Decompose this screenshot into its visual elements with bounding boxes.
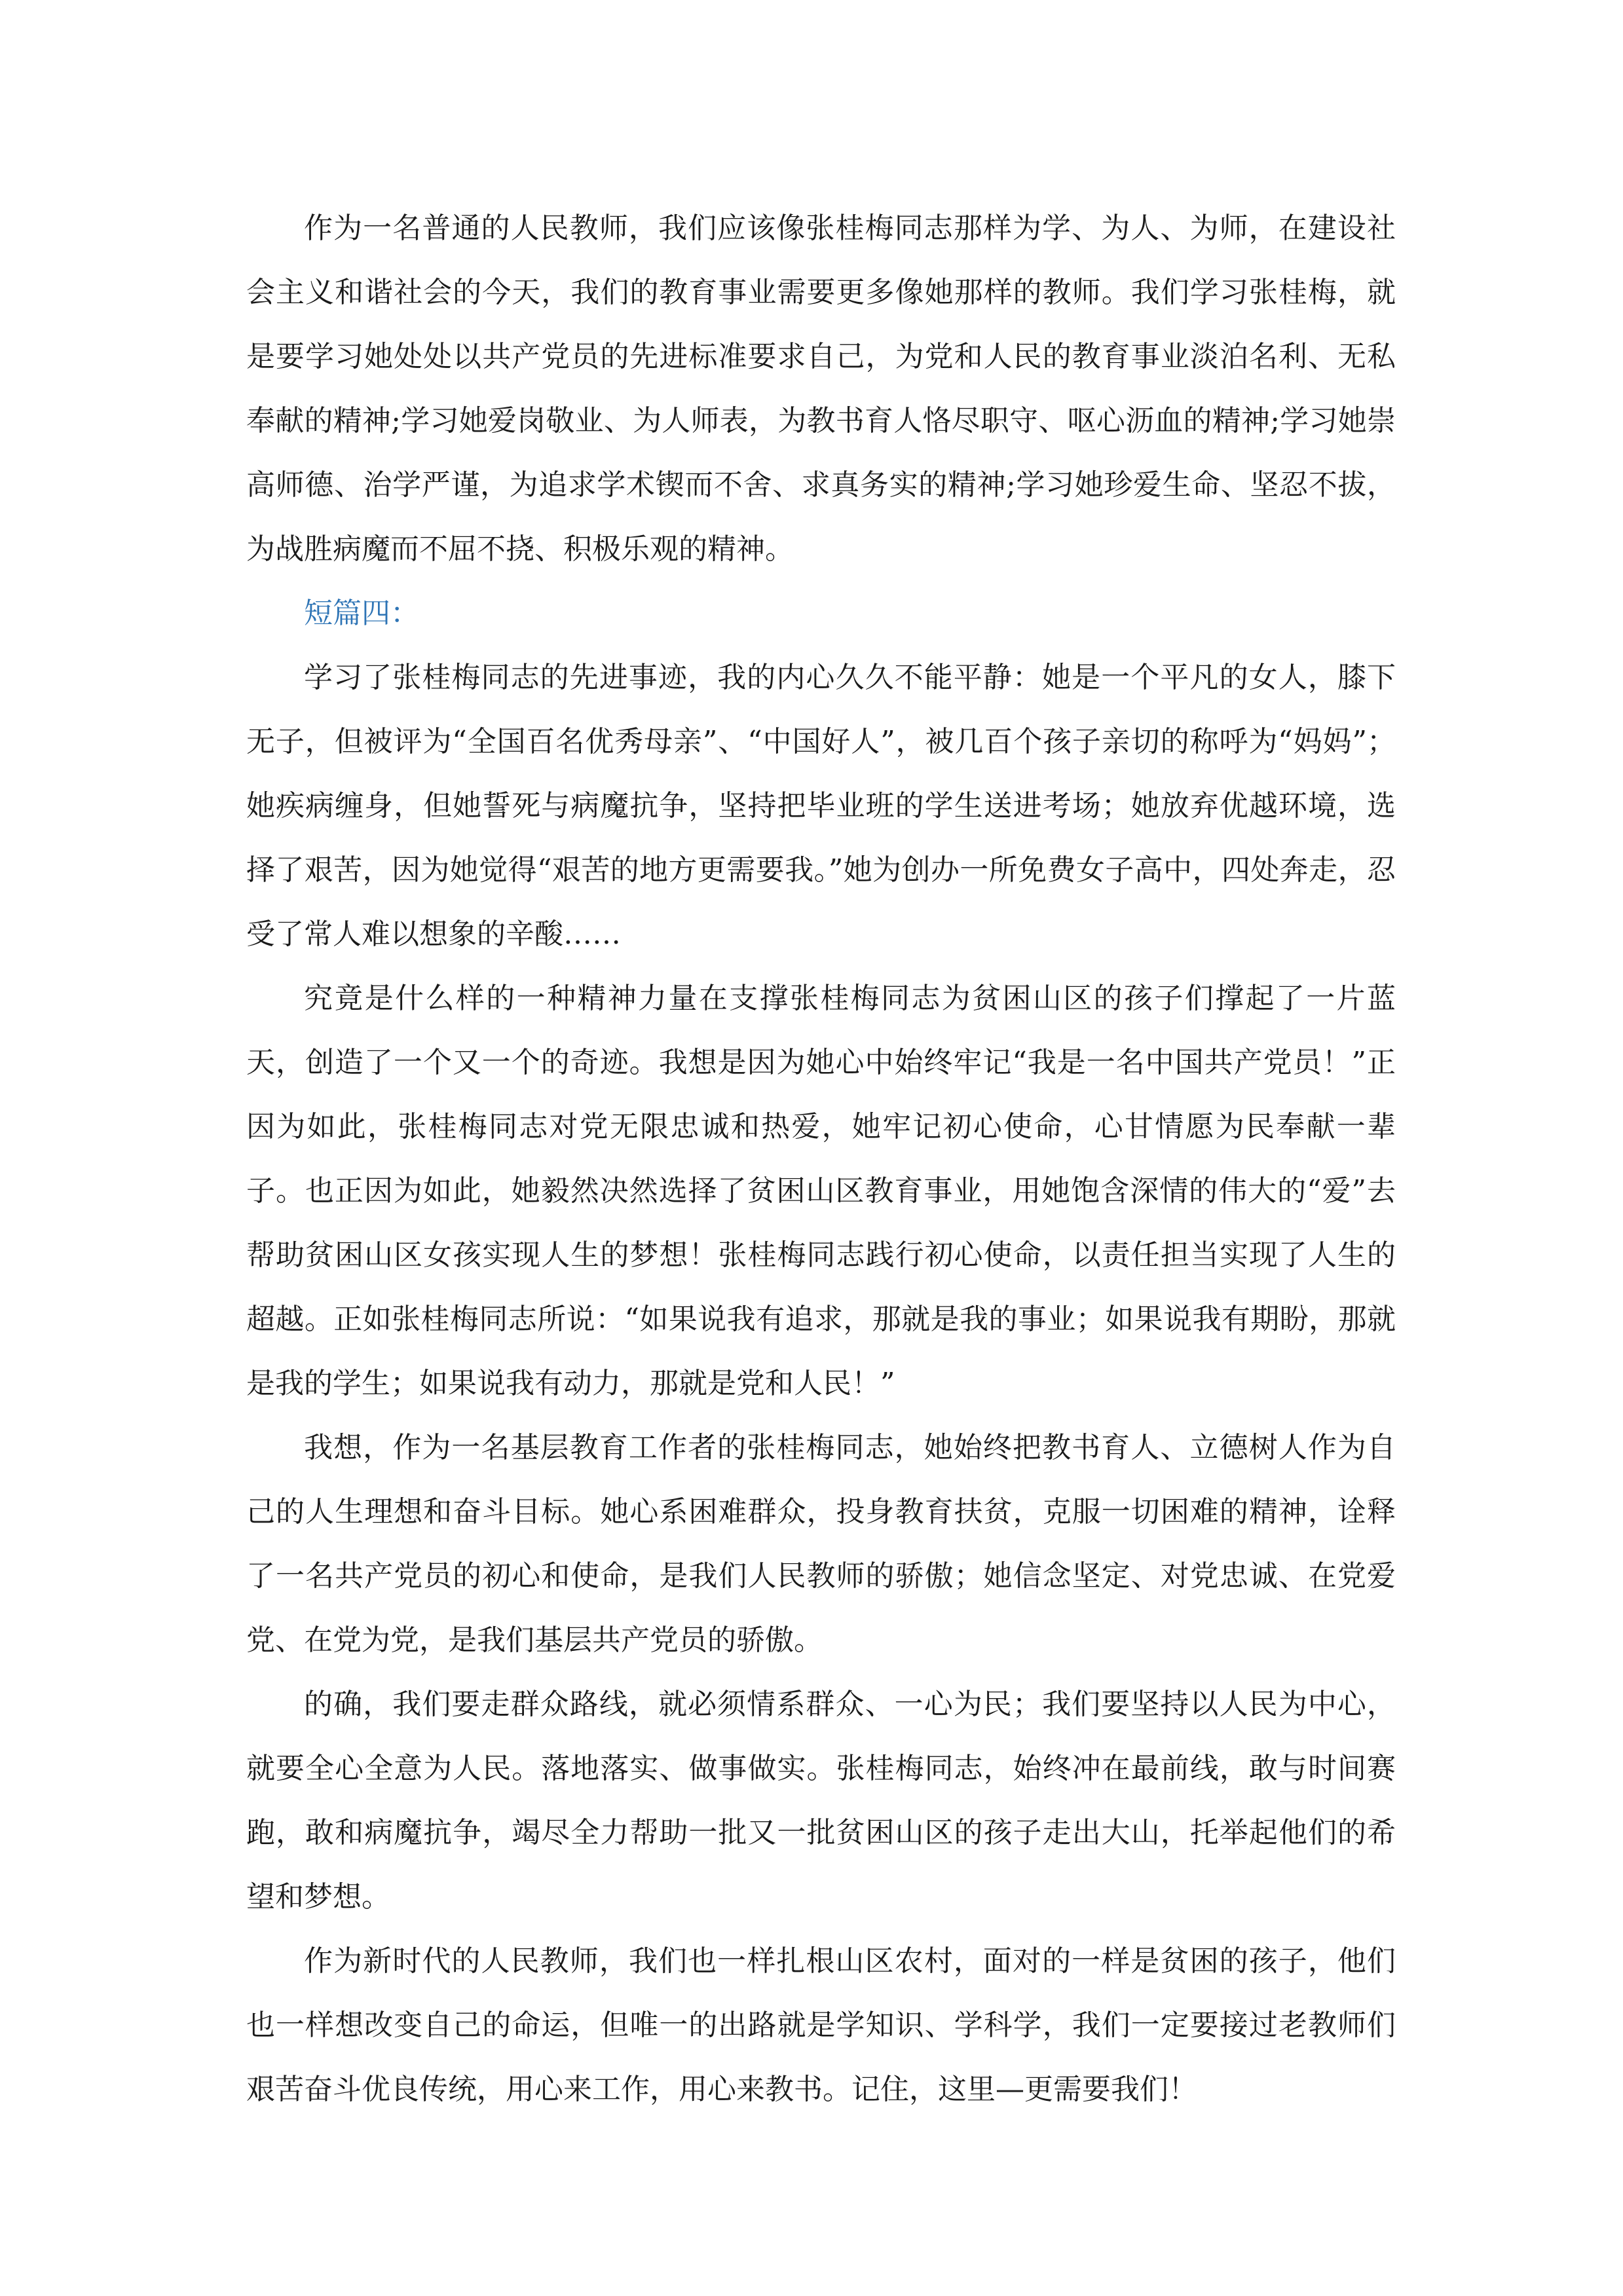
body-paragraph-5: 作为新时代的人民教师，我们也一样扎根山区农村，面对的一样是贫困的孩子，他们也一样想改变自己的命运，但唯一的出路就是学知识、学科学，我们一定要接过老教师们艰苦奋斗优良传统，用心来工作，用心来教书。记住，这里—更需要我们！ [246, 1944, 1396, 2106]
section-heading: 短篇四： [304, 597, 419, 630]
document-page [246, 196, 1396, 2122]
intro-paragraph: 作为一名普通的人民教师，我们应该像张桂梅同志那样为学、为人、为师，在建设社会主义和谐社会的今天，我们的教育事业需要更多像她那样的教师。我们学习张桂梅，就是要学习她处处以共产党员的先进标准要求自己，为党和人民的教育事业淡泊名利、无私奉献的精神;学习她爱岗敬业、为人师表，为教书育人恪尽职守、呕心沥血的精神;学习她崇高师德、治学严谨，为追求学术锲而不舍、求真务实的精神;学习她珍爱生命、坚忍不拔，为战胜病魔而不屈不挠、积极乐观的精神。 [246, 212, 1396, 566]
body-paragraph-2: 究竟是什么样的一种精神力量在支撑张桂梅同志为贫困山区的孩子们撑起了一片蓝天，创造了一个又一个的奇迹。我想是因为她心中始终牢记“我是一名中国共产党员！”正因为如此，张桂梅同志对党无限忠诚和热爱，她牢记初心使命，心甘情愿为民奉献一辈子。也正因为如此，她毅然决然选择了贫困山区教育事业，用她饱含深情的伟大的“爱”去帮助贫困山区女孩实现人生的梦想！张桂梅同志践行初心使命，以责任担当实现了人生的超越。正如张桂梅同志所说：“如果说我有追求，那就是我的事业；如果说我有期盼，那就是我的学生；如果说我有动力，那就是党和人民！” [246, 982, 1396, 1400]
body-paragraph-3: 我想，作为一名基层教育工作者的张桂梅同志，她始终把教书育人、立德树人作为自己的人生理想和奋斗目标。她心系困难群众，投身教育扶贫，克服一切困难的精神，诠释了一名共产党员的初心和使命，是我们人民教师的骄傲；她信念坚定、对党忠诚、在党爱党、在党为党，是我们基层共产党员的骄傲。 [246, 1431, 1396, 1657]
body-paragraph-1: 学习了张桂梅同志的先进事迹，我的内心久久不能平静：她是一个平凡的女人，膝下无子，但被评为“全国百名优秀母亲”、“中国好人”，被几百个孩子亲切的称呼为“妈妈”；她疾病缠身，但她誓死与病魔抗争，坚持把毕业班的学生送进考场；她放弃优越环境，选择了艰苦，因为她觉得“艰苦的地方更需要我。”她为创办一所免费女子高中，四处奔走，忍受了常人难以想象的辛酸…… [246, 661, 1396, 951]
body-paragraph-4: 的确，我们要走群众路线，就必须情系群众、一心为民；我们要坚持以人民为中心，就要全心全意为人民。落地落实、做事做实。张桂梅同志，始终冲在最前线，敢与时间赛跑，敢和病魔抗争，竭尽全力帮助一批又一批贫困山区的孩子走出大山，托举起他们的希望和梦想。 [246, 1688, 1396, 1914]
